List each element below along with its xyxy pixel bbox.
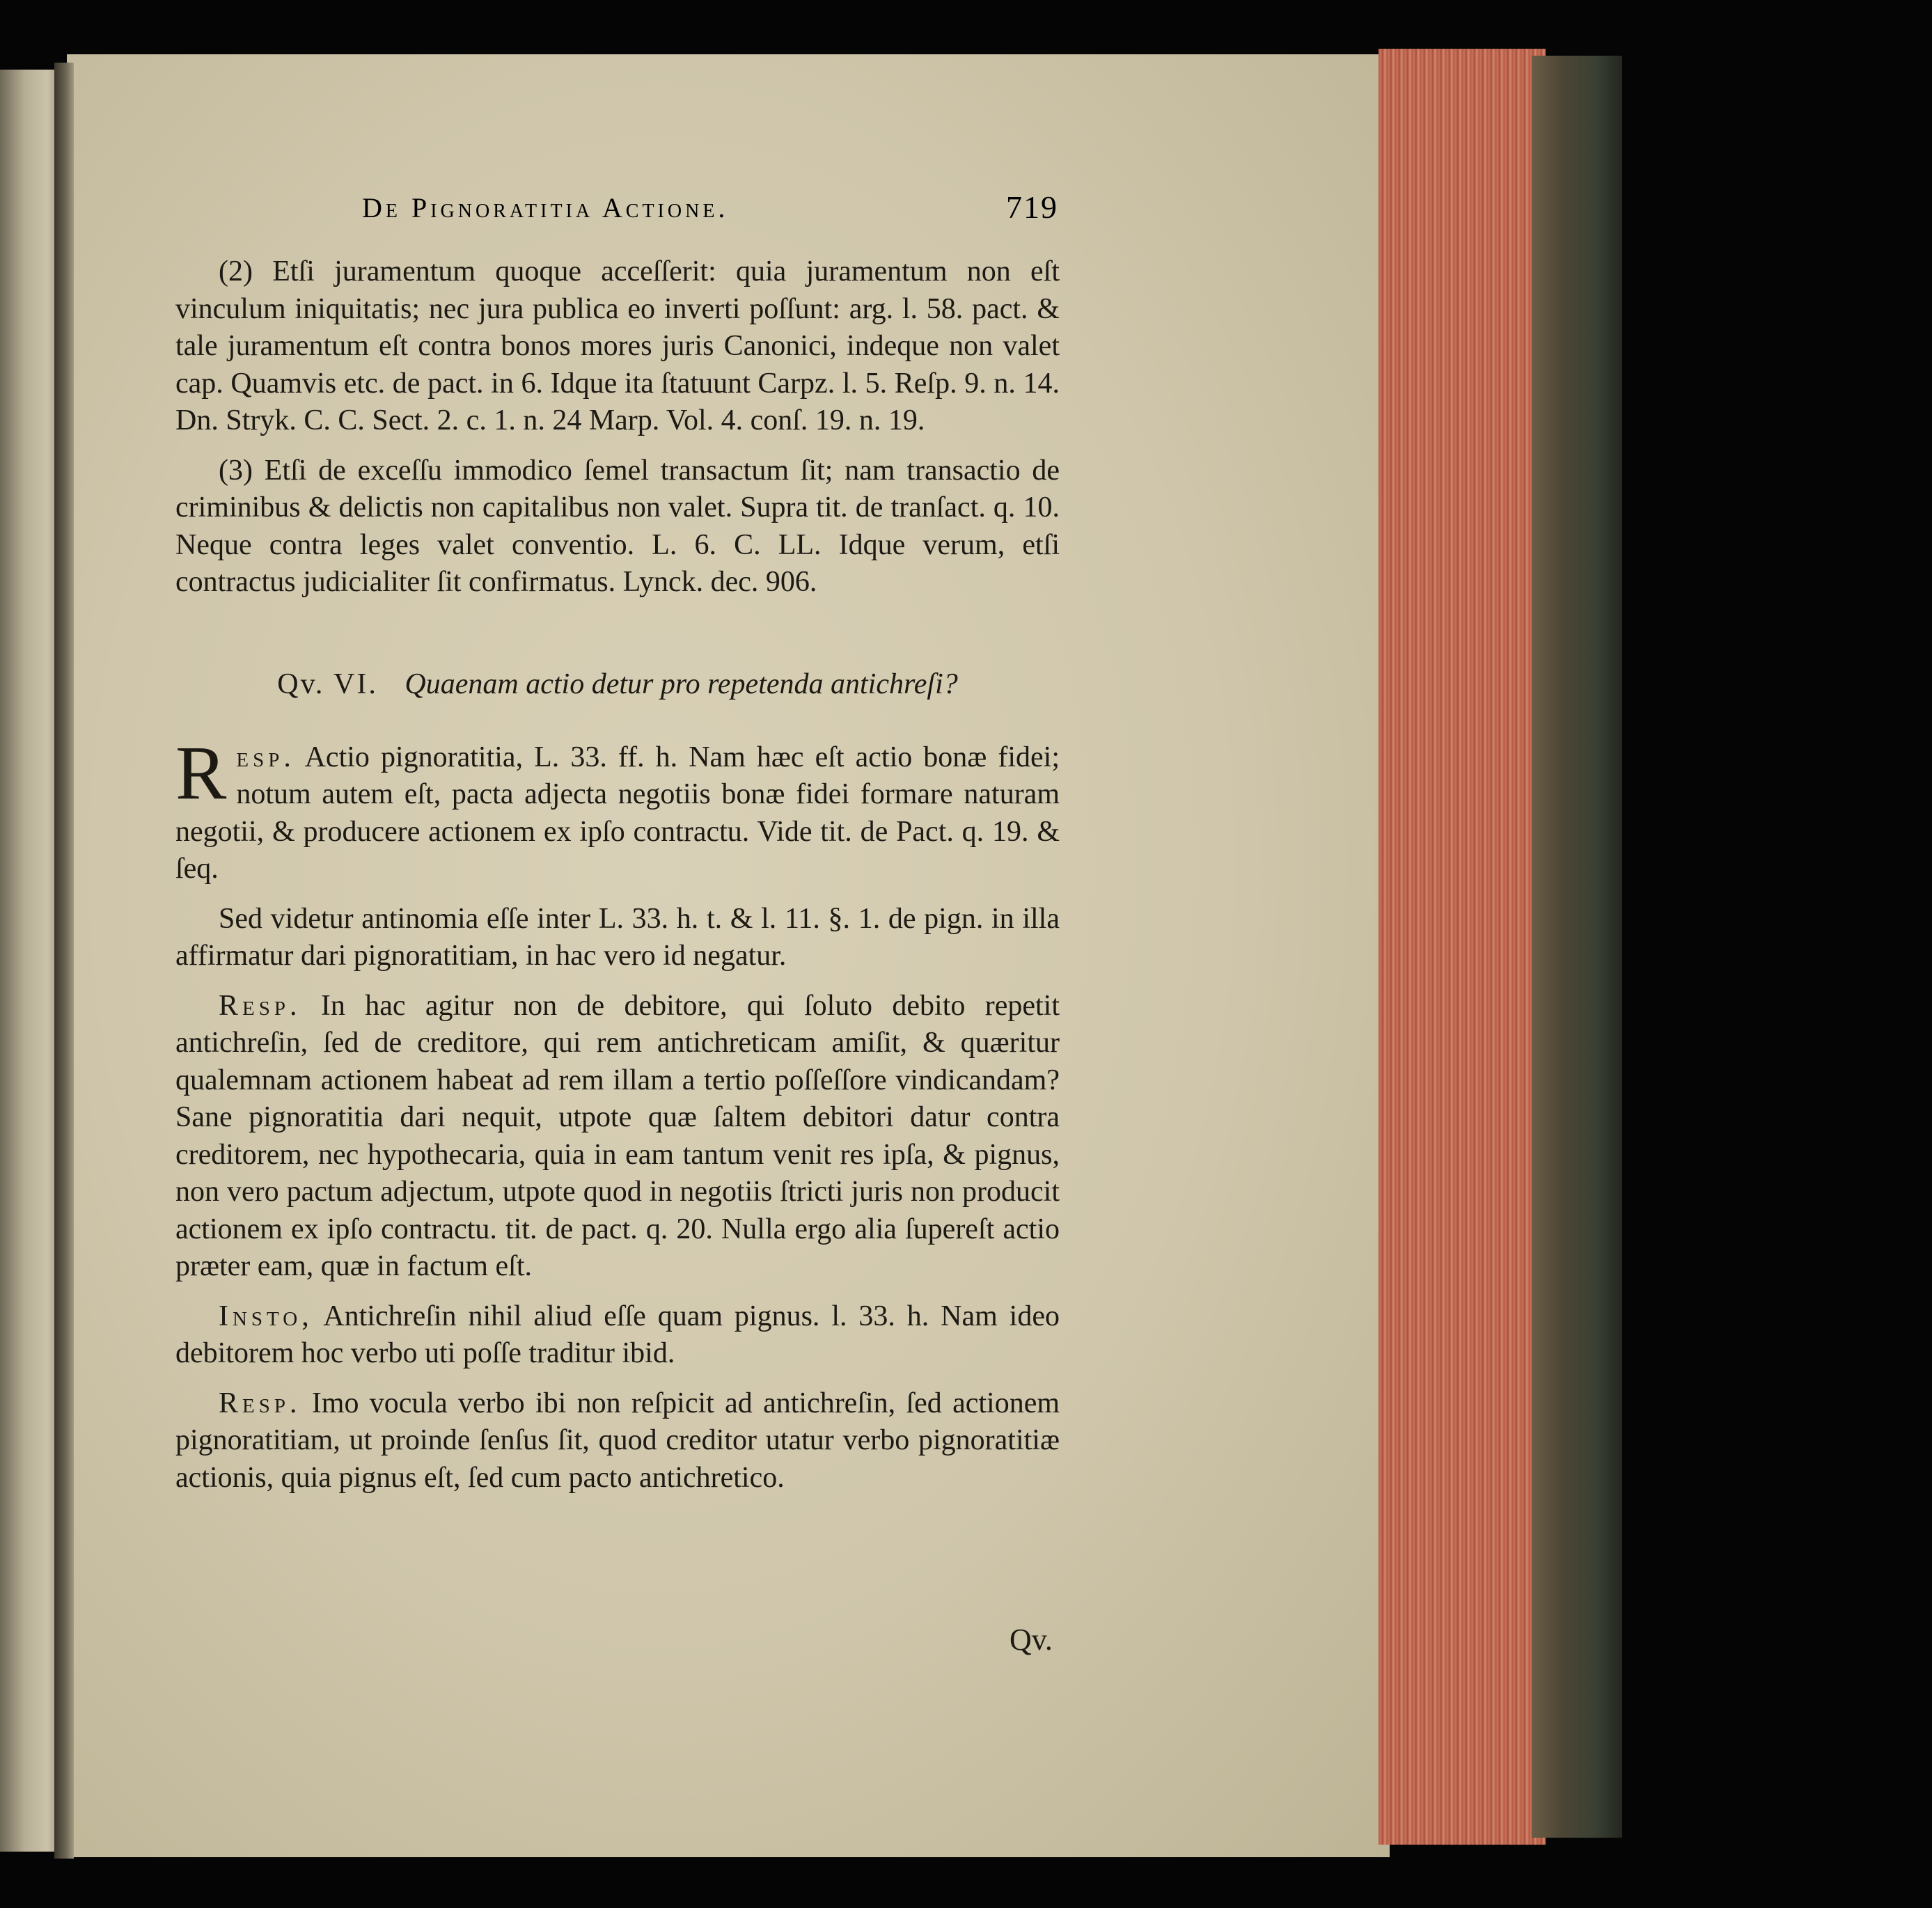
discussion-paragraph <box>175 988 1060 1286</box>
page-body <box>175 253 1060 1497</box>
running-header <box>362 191 1058 240</box>
discussion-text: Sed videtur antinomia eſſe inter L. 33. h. t. & l. 11. §. 1. de pign. in illa affirmatur dari pignoratitiam, in hac vero id negatur. <box>175 902 1060 972</box>
discussion-text: In hac agitur non de debitore, qui ſoluto debito repetit antichreſin, ſed de creditore, qui rem antichreticam amiſit, & quæritur qualemnam actionem habeat ad rem illam a tertio poſſeſſore vindicandam? Sane pignoratitia dari nequit, utpote quæ ſaltem debitori datur contra creditorem, nec hypothecaria, quia in eam tantum venit res ipſa, & pignus, non vero pactum adjectum, utpote quod in negotiis ſtricti juris non producit actionem ex ipſo contractu. tit. de pact. q. 20. Nulla ergo alia ſupereſt actio præter eam, quæ in factum eſt. <box>175 989 1060 1282</box>
footnote-paragraph-2: (2) Etſi juramentum quoque acceſſerit: quia juramentum non eſt vinculum iniquitatis; nec jura publica eo inverti poſſunt: arg. l. 58. pact. & tale juramentum eſt contra bonos mores juris Canonici, indeque non valet cap. Quamvis etc. de pact. in 6. Idque ita ſtatuunt Carpz. l. 5. Reſp. 9. n. 14. Dn. Stryk. C. C. Sect. 2. c. 1. n. 24 Marp. Vol. 4. conſ. 19. n. 19. <box>175 255 1060 436</box>
answer-lead: esp. <box>236 741 295 773</box>
discussion-text: Imo vocula verbo ibi non reſpicit ad antichreſin, ſed actionem pignoratitiam, ut proinde ſenſus ſit, quod creditor utatur verbo pignoratitiæ actionis, quia pignus eſt, ſed cum pacto antichretico. <box>175 1387 1060 1494</box>
running-title: De Pignoratitia Actione. <box>362 192 729 223</box>
discussion-lead: Resp. <box>219 1387 301 1419</box>
answer-text: Actio pignoratitia, L. 33. ff. h. Nam hæc eſt actio bonæ fidei; notum autem eſt, pacta adjecta negotiis bonæ fidei formare naturam negotii, & producere actionem ex ipſo contractu. Vide tit. de Pact. q. 19. & ſeq. <box>175 741 1060 885</box>
footnote-paragraph-3: (3) Etſi de exceſſu immodico ſemel transactum ſit; nam transactio de criminibus & delictis non capitalibus non valet. Supra tit. de tranſact. q. 10. Neque contra leges valet conventio. L. 6. C. LL. Idque verum, etſi contractus judicialiter ſit confirmatus. Lynck. dec. 906. <box>175 454 1060 598</box>
discussion-lead: Resp. <box>219 989 301 1022</box>
discussion-paragraph <box>175 901 1060 975</box>
discussion-paragraph <box>175 1298 1060 1373</box>
page-number: 719 <box>1006 189 1058 225</box>
book-gutter <box>54 63 74 1859</box>
discussion-paragraph <box>175 1385 1060 1497</box>
answer-paragraph <box>175 730 1060 888</box>
binding-edge <box>1532 56 1622 1838</box>
verso-page-edge <box>0 70 63 1852</box>
discussion-lead: Insto, <box>219 1300 313 1332</box>
question-label: Qv. VI. <box>277 668 378 700</box>
discussion-text: Antichreſin nihil aliud eſſe quam pignus. l. 33. h. Nam ideo debitorem hoc verbo uti poſſe traditur ibid. <box>175 1300 1060 1369</box>
catchword: Qv. <box>1010 1623 1053 1657</box>
red-fore-edge <box>1379 49 1546 1845</box>
question-heading <box>175 667 1060 702</box>
question-text: Quaenam actio detur pro repetenda antichreſi? <box>405 668 958 700</box>
drop-cap: R <box>175 730 227 815</box>
